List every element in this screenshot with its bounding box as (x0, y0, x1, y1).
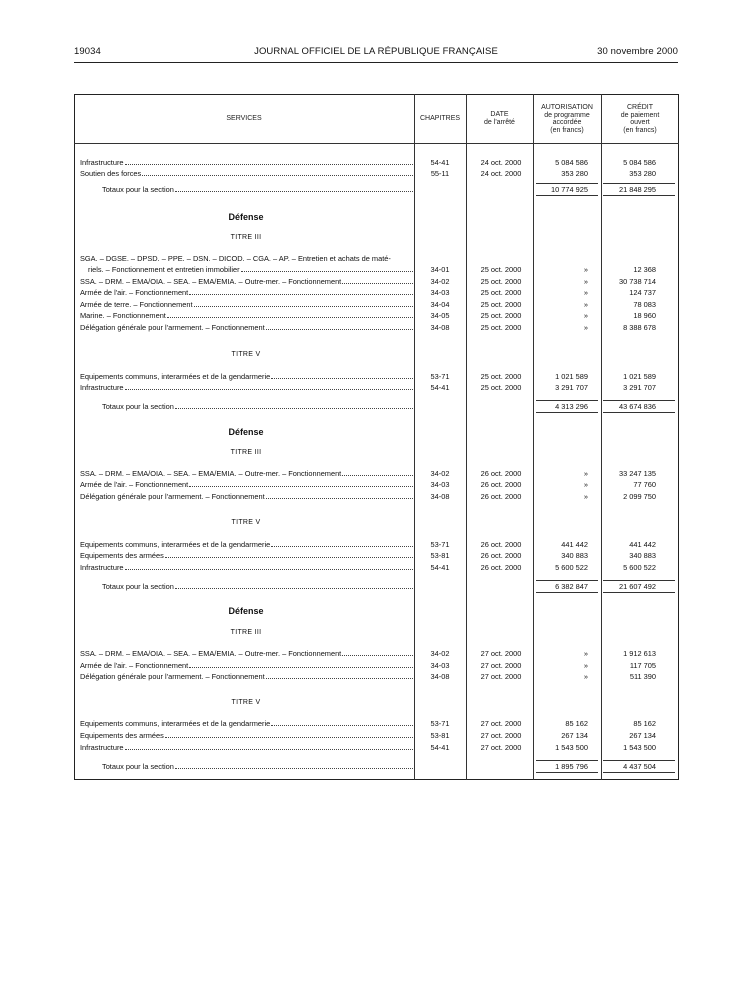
autorisation-cell: 1 895 796 (555, 762, 588, 771)
col-header-autorisation-line: (en francs) (550, 126, 584, 134)
titre-heading (0, 447, 748, 458)
autorisation-cell: » (583, 492, 588, 501)
credit-cell: 85 162 (633, 719, 656, 728)
credit-cell: 117 705 (629, 661, 656, 670)
section-title: Défense (228, 606, 264, 616)
service-label: Equipements communs, interarmées et de la gendarmerie (80, 719, 271, 728)
date-cell: 26 oct. 2000 (480, 563, 522, 572)
dot-leader (125, 157, 413, 165)
date-cell: 26 oct. 2000 (480, 480, 522, 489)
date-cell: 26 oct. 2000 (480, 540, 522, 549)
service-cell (80, 479, 414, 490)
totals-row (0, 761, 748, 772)
autorisation-cell: » (583, 277, 588, 286)
service-label: Equipements communs, interarmées et de la gendarmerie (80, 372, 271, 381)
service-label: Délégation générale pour l'armement. – Fonctionnement (80, 672, 265, 681)
table-row (0, 491, 748, 502)
total-rule (536, 183, 598, 184)
date-cell: 27 oct. 2000 (480, 661, 522, 670)
autorisation-cell: 85 162 (565, 719, 588, 728)
service-label: Equipements des armées (80, 731, 164, 740)
date-cell: 25 oct. 2000 (480, 300, 522, 309)
service-cell (102, 401, 414, 412)
service-label: SSA. – DRM. – EMA/OIA. – SEA. – EMA/EMIA. – Outre-mer. – Fonctionnement (80, 649, 342, 658)
date-cell: 27 oct. 2000 (480, 672, 522, 681)
table-row (0, 322, 748, 333)
col-header-credit-line: ouvert (630, 119, 650, 126)
table-row (0, 310, 748, 321)
col-header-services: SERVICES (226, 115, 262, 122)
service-label: Equipements communs, interarmées et de la gendarmerie (80, 540, 271, 549)
table-row (0, 660, 748, 671)
table-row (0, 742, 748, 753)
dot-leader (342, 468, 413, 476)
credit-cell: 1 912 613 (623, 649, 656, 658)
service-cell (80, 671, 414, 682)
chapitre-cell: 54-41 (430, 743, 450, 752)
total-rule (603, 592, 675, 593)
dot-leader (167, 310, 413, 318)
service-cell (80, 660, 414, 671)
autorisation-cell: » (583, 469, 588, 478)
dot-leader (271, 539, 413, 547)
autorisation-cell: » (583, 300, 588, 309)
dot-leader (189, 287, 413, 295)
table-row (0, 168, 748, 179)
service-label: riels. – Fonctionnement et entretien immobilier (88, 265, 240, 274)
table-row (0, 371, 748, 382)
total-rule (603, 195, 675, 196)
date-cell: 27 oct. 2000 (480, 719, 522, 728)
service-label: Délégation générale pour l'armement. – Fonctionnement (80, 323, 265, 332)
service-label: Armée de terre. – Fonctionnement (80, 300, 193, 309)
chapitre-cell: 54-41 (430, 563, 450, 572)
service-cell (80, 742, 414, 753)
date-cell: 24 oct. 2000 (480, 169, 522, 178)
chapitre-cell: 53-81 (430, 731, 450, 740)
total-rule (536, 772, 598, 773)
total-rule (536, 400, 598, 401)
service-cell (80, 382, 414, 393)
service-cell (102, 581, 414, 592)
titre-label: TITRE V (231, 519, 261, 526)
dot-leader (189, 660, 413, 668)
service-label: Totaux pour la section (102, 402, 174, 411)
autorisation-cell: 3 291 707 (555, 383, 588, 392)
table-row (0, 287, 748, 298)
table-row (0, 718, 748, 729)
date-cell: 25 oct. 2000 (480, 265, 522, 274)
service-label: Infrastructure (80, 563, 124, 572)
dot-leader (194, 299, 413, 307)
chapitre-cell: 34-08 (430, 323, 450, 332)
autorisation-cell: 1 021 589 (555, 372, 588, 381)
col-header-date-line: DATE (490, 111, 509, 118)
service-label: Infrastructure (80, 383, 124, 392)
credit-cell: 2 099 750 (623, 492, 656, 501)
section-heading (0, 606, 748, 620)
autorisation-cell: 10 774 925 (551, 185, 588, 194)
credit-cell: 21 848 295 (619, 185, 656, 194)
chapitre-cell: 53-71 (430, 540, 450, 549)
credit-cell: 21 607 492 (619, 582, 656, 591)
titre-heading (0, 232, 748, 243)
service-cell (80, 539, 414, 550)
table-row (0, 671, 748, 682)
credit-cell: 18 960 (633, 311, 656, 320)
chapitre-cell: 34-05 (430, 311, 450, 320)
titre-heading (0, 627, 748, 638)
credit-cell: 33 247 135 (619, 469, 656, 478)
service-label: SSA. – DRM. – EMA/OIA. – SEA. – EMA/EMIA. – Outre-mer. – Fonctionnement (80, 469, 342, 478)
service-label: Soutien des forces (80, 169, 142, 178)
date-cell: 27 oct. 2000 (480, 731, 522, 740)
credit-cell: 78 083 (633, 300, 656, 309)
service-label: Totaux pour la section (102, 762, 174, 771)
autorisation-cell: 353 280 (561, 169, 588, 178)
dot-leader (125, 742, 413, 750)
titre-label: TITRE III (230, 629, 262, 636)
page-date: 30 novembre 2000 (597, 46, 678, 57)
total-rule (536, 580, 598, 581)
service-cell (80, 371, 414, 382)
total-rule (603, 772, 675, 773)
table-row (0, 276, 748, 287)
section-heading (0, 427, 748, 441)
service-label: Infrastructure (80, 743, 124, 752)
chapitre-cell: 34-08 (430, 492, 450, 501)
header-rule (74, 62, 678, 63)
service-label: Infrastructure (80, 158, 124, 167)
service-cell (80, 310, 414, 321)
service-cell (80, 718, 414, 729)
col-header-credit-line: CRÉDIT (626, 104, 654, 111)
credit-cell: 511 390 (629, 672, 656, 681)
date-cell: 25 oct. 2000 (480, 323, 522, 332)
table-row (0, 730, 748, 741)
col-header-date (466, 111, 533, 126)
autorisation-cell: » (583, 311, 588, 320)
credit-cell: 30 738 714 (619, 277, 656, 286)
total-rule (536, 412, 598, 413)
service-cell (80, 648, 414, 659)
dot-leader (175, 761, 413, 769)
service-label: Totaux pour la section (102, 185, 174, 194)
chapitre-cell: 34-02 (430, 649, 450, 658)
col-header-autorisation-line: accordée (552, 119, 582, 126)
service-label: Armée de l'air. – Fonctionnement (80, 288, 189, 297)
date-cell: 25 oct. 2000 (480, 311, 522, 320)
titre-heading (0, 697, 748, 708)
autorisation-cell: 5 600 522 (555, 563, 588, 572)
autorisation-cell: » (583, 649, 588, 658)
autorisation-cell: 4 313 296 (555, 402, 588, 411)
service-cell (80, 157, 414, 168)
date-cell: 25 oct. 2000 (480, 383, 522, 392)
dot-leader (241, 264, 413, 272)
chapitre-cell: 54-41 (430, 158, 450, 167)
table-row (0, 562, 748, 573)
autorisation-cell: 340 883 (561, 551, 588, 560)
journal-title: JOURNAL OFFICIEL DE LA RÉPUBLIQUE FRANÇAISE (254, 46, 498, 57)
credit-cell: 353 280 (629, 169, 656, 178)
col-header-chapitres: CHAPITRES (419, 115, 461, 122)
total-rule (603, 760, 675, 761)
dot-leader (266, 322, 413, 330)
table-row (0, 264, 748, 275)
credit-cell: 8 388 678 (623, 323, 656, 332)
totals-row (0, 581, 748, 592)
service-cell (80, 491, 414, 502)
credit-cell: 43 674 836 (619, 402, 656, 411)
autorisation-cell: » (583, 288, 588, 297)
chapitre-cell: 54-41 (430, 383, 450, 392)
total-rule (536, 760, 598, 761)
autorisation-cell: » (583, 480, 588, 489)
dot-leader (125, 562, 413, 570)
dot-leader (175, 184, 413, 192)
service-label: Totaux pour la section (102, 582, 174, 591)
service-cell (80, 562, 414, 573)
col-header-autorisation-line: AUTORISATION (541, 104, 593, 111)
dot-leader (342, 276, 413, 284)
chapitre-cell: 34-02 (430, 469, 450, 478)
dot-leader (142, 168, 413, 176)
dot-leader (266, 671, 413, 679)
chapitre-cell: 34-04 (430, 300, 450, 309)
total-rule (603, 580, 675, 581)
autorisation-cell: » (583, 661, 588, 670)
dot-leader (266, 491, 413, 499)
dot-leader (189, 479, 413, 487)
service-cell (80, 468, 414, 479)
autorisation-cell: 1 543 500 (555, 743, 588, 752)
dot-leader (271, 371, 413, 379)
titre-label: TITRE V (231, 351, 261, 358)
chapitre-cell: 34-08 (430, 672, 450, 681)
credit-cell: 12 368 (633, 265, 656, 274)
service-cell (80, 276, 414, 287)
credit-cell: 1 543 500 (623, 743, 656, 752)
dot-leader (175, 401, 413, 409)
service-label: Equipements des armées (80, 551, 164, 560)
table-row (0, 382, 748, 393)
dot-leader (342, 648, 413, 656)
chapitre-cell: 34-03 (430, 480, 450, 489)
total-rule (603, 400, 675, 401)
credit-cell: 340 883 (629, 551, 656, 560)
credit-cell: 5 600 522 (623, 563, 656, 572)
date-cell: 25 oct. 2000 (480, 277, 522, 286)
credit-cell: 124 737 (629, 288, 656, 297)
service-cell (88, 264, 414, 275)
credit-cell: 1 021 589 (623, 372, 656, 381)
date-cell: 26 oct. 2000 (480, 492, 522, 501)
col-header-date-line: de l'arrêté (484, 118, 515, 126)
date-cell: 26 oct. 2000 (480, 469, 522, 478)
date-cell: 27 oct. 2000 (480, 649, 522, 658)
service-cell (80, 168, 414, 179)
credit-cell: 4 437 504 (623, 762, 656, 771)
chapitre-cell: 55-11 (430, 169, 450, 178)
col-header-credit (601, 104, 679, 134)
totals-row (0, 184, 748, 195)
titre-heading (0, 517, 748, 528)
service-cell (80, 253, 414, 264)
autorisation-cell: » (583, 265, 588, 274)
chapitre-cell: 34-03 (430, 288, 450, 297)
table-row (0, 253, 748, 264)
header-bottom-rule (74, 143, 679, 144)
service-label: SSA. – DRM. – EMA/OIA. – SEA. – EMA/EMIA. – Outre-mer. – Fonctionnement (80, 277, 342, 286)
chapitre-cell: 53-71 (430, 372, 450, 381)
total-rule (536, 592, 598, 593)
table-row (0, 648, 748, 659)
date-cell: 27 oct. 2000 (480, 743, 522, 752)
titre-heading (0, 349, 748, 360)
titre-label: TITRE III (230, 234, 262, 241)
dot-leader (125, 382, 413, 390)
dot-leader (165, 550, 413, 558)
table-row (0, 299, 748, 310)
service-cell (102, 184, 414, 195)
chapitre-cell: 34-03 (430, 661, 450, 670)
date-cell: 24 oct. 2000 (480, 158, 522, 167)
date-cell: 25 oct. 2000 (480, 288, 522, 297)
service-label: Armée de l'air. – Fonctionnement (80, 661, 189, 670)
titre-label: TITRE III (230, 449, 262, 456)
credit-cell: 441 442 (629, 540, 656, 549)
service-label: SGA. – DGSE. – DPSD. – PPE. – DSN. – DICOD. – CGA. – AP. – Entretien et achats de maté- (80, 254, 391, 263)
autorisation-cell: 6 382 847 (555, 582, 588, 591)
date-cell: 26 oct. 2000 (480, 551, 522, 560)
section-title: Défense (228, 212, 264, 222)
service-cell (80, 299, 414, 310)
autorisation-cell: » (583, 323, 588, 332)
service-cell (102, 761, 414, 772)
section-heading (0, 212, 748, 226)
table-row (0, 157, 748, 168)
service-cell (80, 287, 414, 298)
autorisation-cell: 441 442 (561, 540, 588, 549)
col-header-autorisation (533, 104, 601, 134)
autorisation-cell: 267 134 (561, 731, 588, 740)
service-label: Marine. – Fonctionnement (80, 311, 166, 320)
total-rule (536, 195, 598, 196)
totals-row (0, 401, 748, 412)
credit-cell: 267 134 (629, 731, 656, 740)
table-row (0, 550, 748, 561)
dot-leader (175, 581, 413, 589)
credit-cell: 5 084 586 (623, 158, 656, 167)
dot-leader (165, 730, 413, 738)
section-title: Défense (228, 427, 264, 437)
chapitre-cell: 34-01 (430, 265, 450, 274)
service-cell (80, 550, 414, 561)
service-label: Armée de l'air. – Fonctionnement (80, 480, 189, 489)
col-header-autorisation-line: de programme (544, 111, 590, 119)
credit-cell: 3 291 707 (623, 383, 656, 392)
total-rule (603, 412, 675, 413)
autorisation-cell: 5 084 586 (555, 158, 588, 167)
page-number: 19034 (74, 46, 101, 57)
chapitre-cell: 34-02 (430, 277, 450, 286)
dot-leader (271, 718, 413, 726)
service-label: Délégation générale pour l'armement. – Fonctionnement (80, 492, 265, 501)
chapitre-cell: 53-81 (430, 551, 450, 560)
chapitre-cell: 53-71 (430, 719, 450, 728)
table-row (0, 468, 748, 479)
col-header-credit-line: (en francs) (623, 126, 657, 134)
service-cell (80, 730, 414, 741)
autorisation-cell: » (583, 672, 588, 681)
col-header-credit-line: de paiement (620, 111, 660, 119)
service-cell (80, 322, 414, 333)
table-row (0, 539, 748, 550)
table-row (0, 479, 748, 490)
date-cell: 25 oct. 2000 (480, 372, 522, 381)
total-rule (603, 183, 675, 184)
titre-label: TITRE V (231, 699, 261, 706)
credit-cell: 77 760 (633, 480, 656, 489)
